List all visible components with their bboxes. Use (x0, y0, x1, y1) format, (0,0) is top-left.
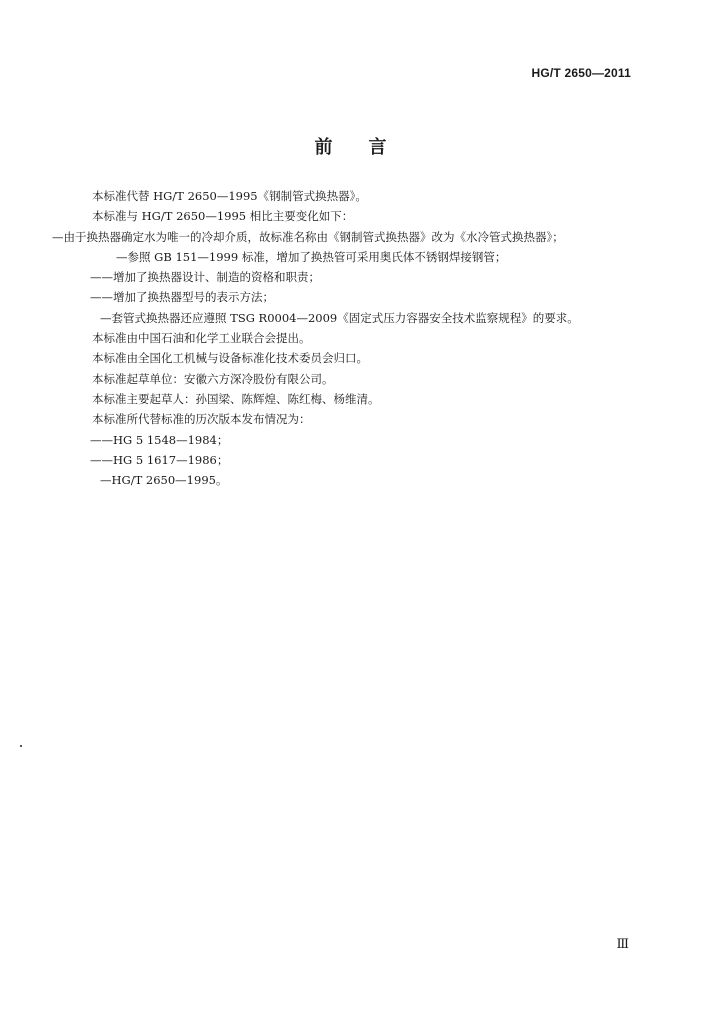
paragraph-changes-intro: 本标准与 HG/T 2650—1995 相比主要变化如下： (92, 209, 354, 224)
page-number: Ⅲ (616, 937, 629, 952)
list-item-stainless-tubes: —参照 GB 151—1999 标准，增加了换热管可采用奥氏体不锈钢焊接钢管； (116, 249, 507, 264)
history-item-1995: —HG/T 2650—1995。 (100, 473, 228, 488)
paragraph-drafters: 本标准主要起草人：孙国梁、陈辉煌、陈红梅、杨维清。 (92, 391, 380, 406)
paragraph-replaces: 本标准代替 HG/T 2650—1995《钢制管式换热器》。 (92, 189, 367, 203)
list-item-model-notation: ——增加了换热器型号的表示方法； (90, 290, 274, 305)
scan-speck (20, 745, 22, 747)
paragraph-drafting-unit: 本标准起草单位：安徽六方深冷股份有限公司。 (92, 371, 334, 386)
document-body (52, 186, 640, 490)
paragraph-history-intro: 本标准所代替标准的历次版本发布情况为： (92, 412, 311, 427)
title-char-1: 前 (314, 137, 333, 158)
paragraph-proposer: 本标准由中国石油和化学工业联合会提出。 (92, 331, 311, 346)
list-item-qualifications: ——增加了换热器设计、制造的资格和职责； (90, 270, 320, 285)
document-code: HG/T 2650—2011 (531, 66, 631, 80)
list-item-rename: —由于换热器确定水为唯一的冷却介质，故标准名称由《钢制管式换热器》改为《水冷管式换热器》； (52, 229, 564, 244)
list-item-tsg-requirement: —套管式换热器还应遵照 TSG R0004—2009《固定式压力容器安全技术监察规程》的要求。 (100, 310, 579, 325)
paragraph-committee: 本标准由全国化工机械与设备标准化技术委员会归口。 (92, 351, 368, 366)
history-item-1986: ——HG 5 1617—1986； (90, 452, 229, 467)
page-title (0, 133, 701, 159)
history-item-1984: ——HG 5 1548—1984； (90, 432, 229, 447)
title-char-2: 言 (368, 137, 387, 158)
